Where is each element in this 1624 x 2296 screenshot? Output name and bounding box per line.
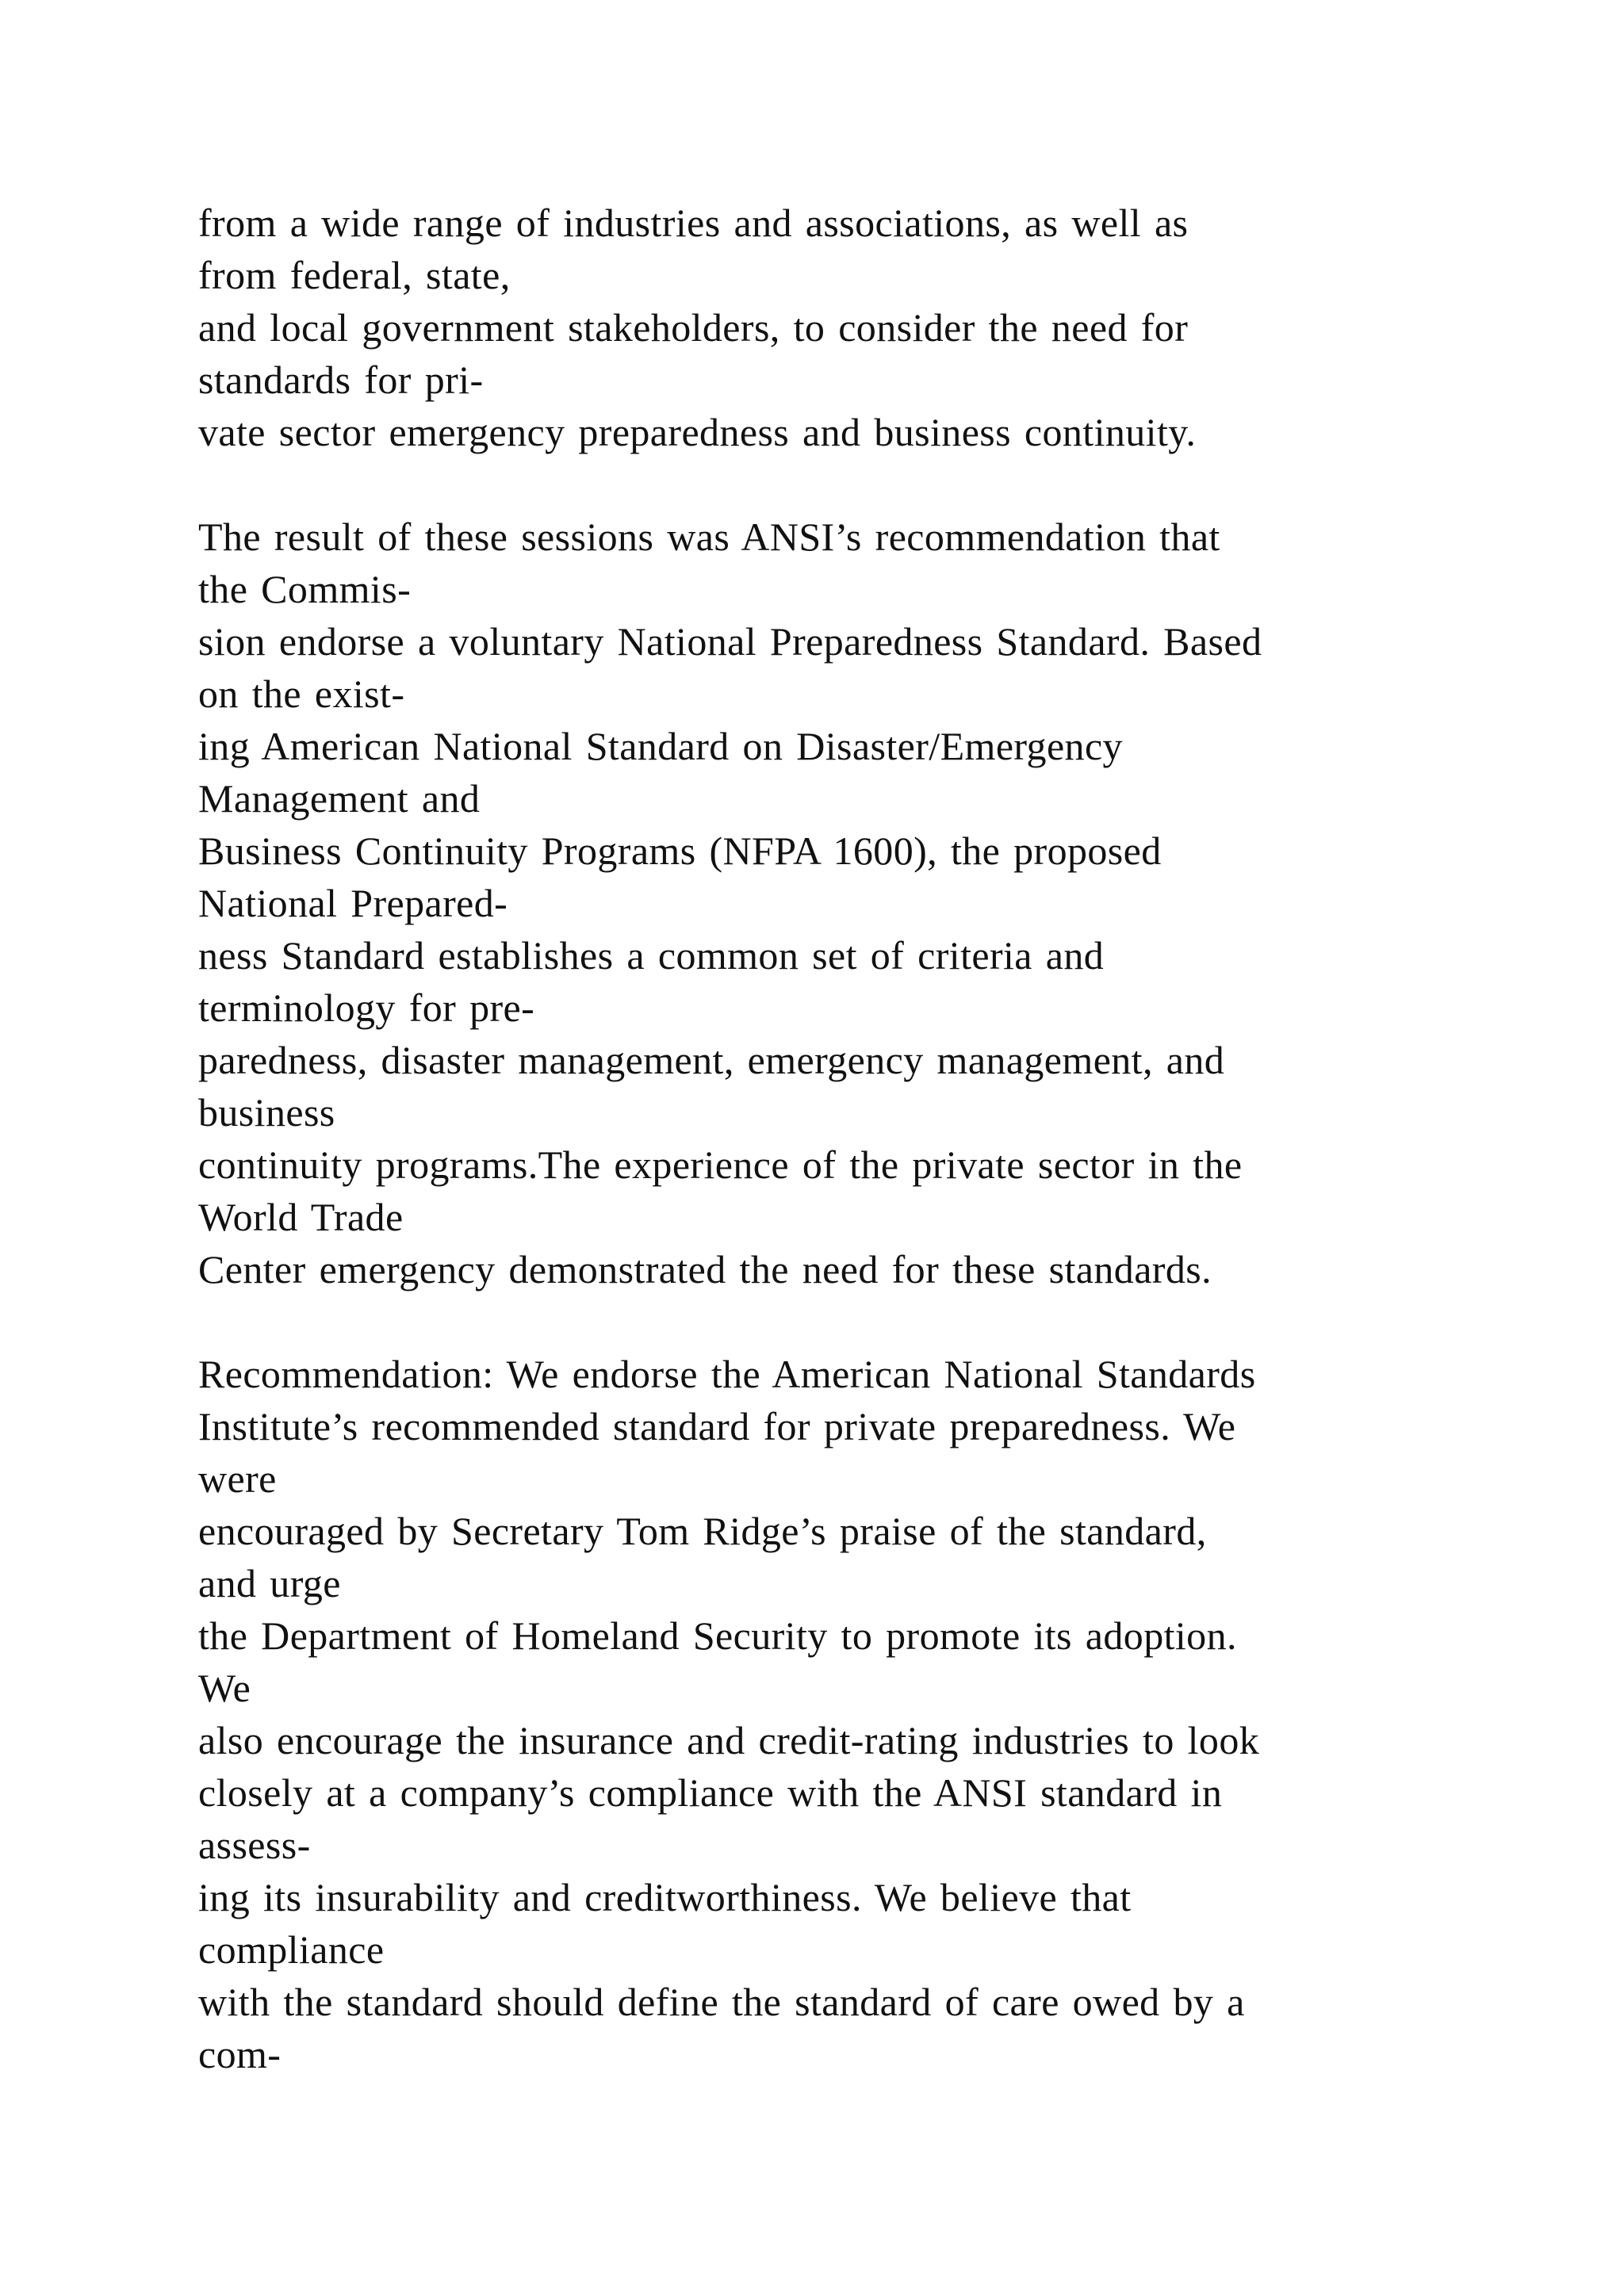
text-line: paredness, disaster management, emergency management, and xyxy=(198,1038,1225,1082)
text-line: and local government stakeholders, to consider the need for xyxy=(198,305,1189,350)
text-line: Institute’s recommended standard for private preparedness. We xyxy=(198,1404,1236,1448)
text-line: sion endorse a voluntary National Preparedness Standard. Based xyxy=(198,619,1262,664)
text-line: from a wide range of industries and associations, as well as xyxy=(198,201,1189,245)
text-line: the Department of Homeland Security to promote its adoption. xyxy=(198,1613,1237,1658)
text-line: Center emergency demonstrated the need for these standards. xyxy=(198,1247,1212,1292)
text-line: ing American National Standard on Disaster/Emergency xyxy=(198,724,1123,768)
text-line: standards for pri- xyxy=(198,358,484,402)
text-line: business xyxy=(198,1090,335,1135)
text-line: Management and xyxy=(198,776,481,821)
text-line: closely at a company’s compliance with the ANSI standard in xyxy=(198,1770,1223,1815)
text-line: on the exist- xyxy=(198,672,405,716)
body-text xyxy=(198,197,1546,2080)
text-line: vate sector emergency preparedness and business continuity. xyxy=(198,410,1197,454)
text-line: terminology for pre- xyxy=(198,985,535,1030)
text-line: Recommendation: We endorse the American National Standards xyxy=(198,1352,1256,1396)
text-line: encouraged by Secretary Tom Ridge’s praise of the standard, xyxy=(198,1509,1207,1553)
text-line: with the standard should define the standard of care owed by a xyxy=(198,1980,1245,2024)
text-line: and urge xyxy=(198,1561,341,1605)
text-line: The result of these sessions was ANSI’s recommendation that xyxy=(198,515,1220,559)
text-line: were xyxy=(198,1456,277,1501)
text-line: continuity programs.The experience of the private sector in the xyxy=(198,1142,1243,1187)
text-line: compliance xyxy=(198,1927,385,1972)
text-line: also encourage the insurance and credit-rating industries to look xyxy=(198,1718,1260,1762)
paragraph-1 xyxy=(198,197,1546,458)
paragraph-2 xyxy=(198,511,1546,1295)
text-line: the Commis- xyxy=(198,567,412,611)
paragraph-gap xyxy=(198,1295,1546,1348)
text-line: World Trade xyxy=(198,1195,404,1239)
text-line: assess- xyxy=(198,1823,311,1867)
text-line: Business Continuity Programs (NFPA 1600), the proposed xyxy=(198,828,1162,873)
text-line: National Prepared- xyxy=(198,881,508,925)
paragraph-3 xyxy=(198,1348,1546,2080)
text-line: from federal, state, xyxy=(198,253,511,297)
text-line: ing its insurability and creditworthiness. We believe that xyxy=(198,1875,1132,1919)
text-line: com- xyxy=(198,2032,282,2076)
text-line: ness Standard establishes a common set of criteria and xyxy=(198,933,1105,978)
text-line: We xyxy=(198,1666,251,1710)
paragraph-gap xyxy=(198,458,1546,511)
